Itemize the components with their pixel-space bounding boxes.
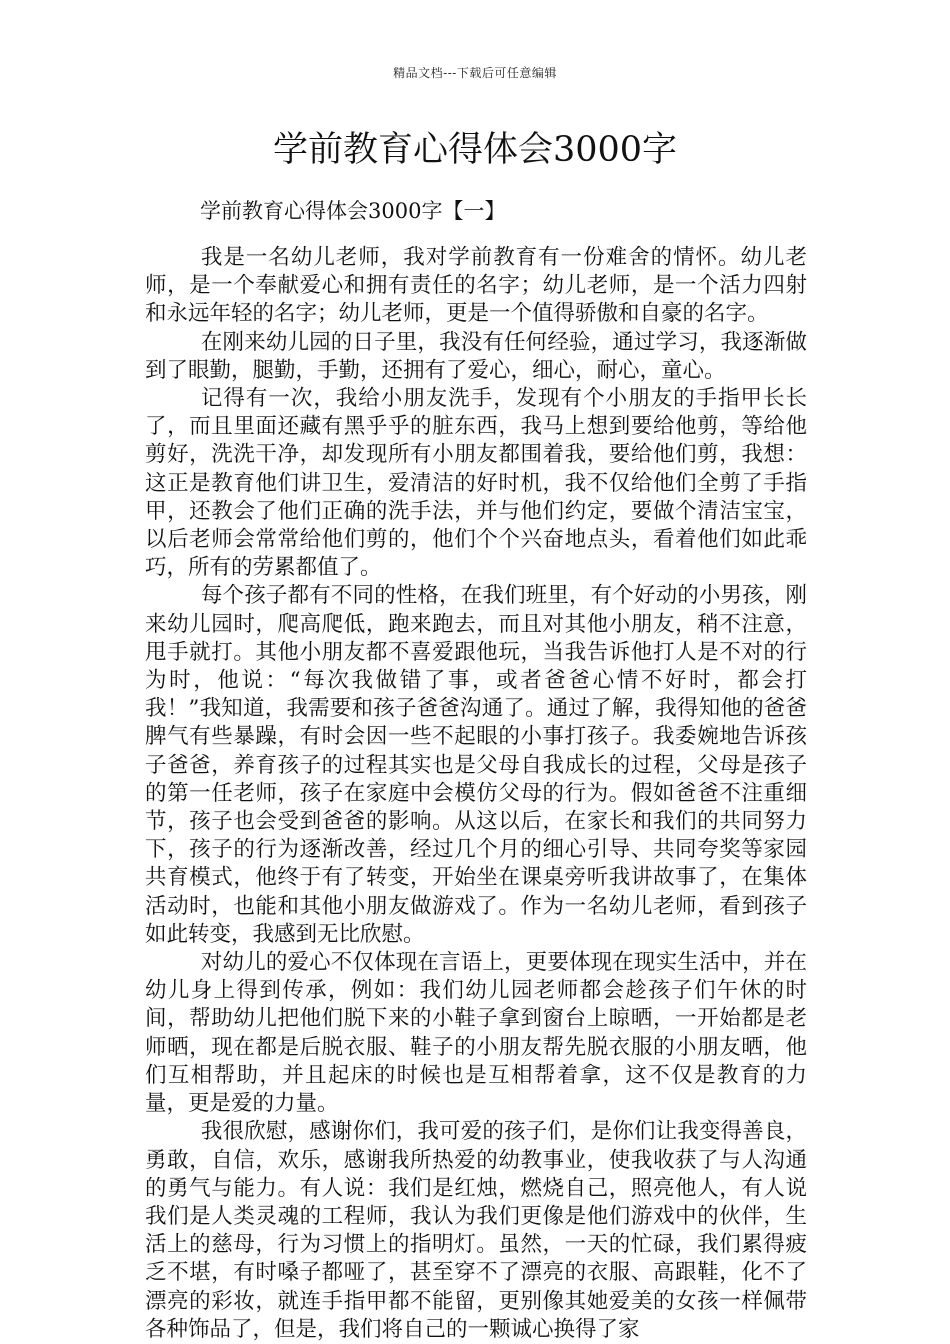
document-body <box>145 244 807 1344</box>
paragraph-3: 记得有一次，我给小朋友洗手，发现有个小朋友的手指甲长长了，而且里面还藏有黑乎乎的脏东西，我马上想到要给他剪，等给他剪好，洗洗干净，却发现所有小朋友都围着我，要给他们剪，我想：这正是教育他们讲卫生，爱清洁的好时机，我不仅给他们全剪了手指甲，还教会了他们正确的洗手法，并与他们约定，要做个清洁宝宝，以后老师会常常给他们剪的，他们个个兴奋地点头，看着他们如此乖巧，所有的劳累都值了。 <box>145 386 807 581</box>
paragraph-5: 对幼儿的爱心不仅体现在言语上，更要体现在现实生活中，并在幼儿身上得到传承，例如：我们幼儿园老师都会趁孩子们午休的时间，帮助幼儿把他们脱下来的小鞋子拿到窗台上晾晒，一开始都是老师晒，现在都是后脱衣服、鞋子的小朋友帮先脱衣服的小朋友晒，他们互相帮助，并且起床的时候也是互相帮着拿，这不仅是教育的力量，更是爱的力量。 <box>145 950 807 1117</box>
paragraph-2: 在刚来幼儿园的日子里，我没有任何经验，通过学习，我逐渐做到了眼勤，腿勤，手勤，还拥有了爱心，细心，耐心，童心。 <box>145 329 807 383</box>
paragraph-6: 我很欣慰，感谢你们，我可爱的孩子们，是你们让我变得善良，勇敢，自信，欢乐，感谢我所热爱的幼教事业，使我收获了与人沟通的勇气与能力。有人说：我们是红烛，燃烧自己，照亮他人，有人说我们是人类灵魂的工程师，我认为我们更像是他们游戏中的伙伴，生活上的慈母，行为习惯上的指明灯。虽然，一天的忙碌，我们累得疲乏不堪，有时嗓子都哑了，甚至穿不了漂亮的衣服、高跟鞋，化不了漂亮的彩妆，就连手指甲都不能留，更别像其她爱美的女孩一样佩带各种饰品了，但是，我们将自己的一颗诚心换得了家 <box>145 1119 807 1342</box>
document-header-note: 精品文档---下载后可任意编辑 <box>393 66 557 80</box>
document-title: 学前教育心得体会3000字 <box>272 130 678 170</box>
paragraph-1: 我是一名幼儿老师，我对学前教育有一份难舍的情怀。幼儿老师，是一个奉献爱心和拥有责任的名字；幼儿老师，是一个活力四射和永远年轻的名字；幼儿老师，更是一个值得骄傲和自豪的名字。 <box>145 245 807 327</box>
paragraph-4: 每个孩子都有不同的性格，在我们班里，有个好动的小男孩，刚来幼儿园时，爬高爬低，跑来跑去，而且对其他小朋友，稍不注意，甩手就打。其他小朋友都不喜爱跟他玩，当我告诉他打人是不对的行为时，他说：“每次我做错了事，或者爸爸心情不好时，都会打我！”我知道，我需要和孩子爸爸沟通了。通过了解，我得知他的爸爸脾气有些暴躁，有时会因一些不起眼的小事打孩子。我委婉地告诉孩子爸爸，养育孩子的过程其实也是父母自我成长的过程，父母是孩子的第一任老师，孩子在家庭中会模仿父母的行为。假如爸爸不注重细节，孩子也会受到爸爸的影响。从这以后，在家长和我们的共同努力下，孩子的行为逐渐改善，经过几个月的细心引导、共同夸奖等家园共育模式，他终于有了转变，开始坐在课桌旁听我讲故事了，在集体活动时，也能和其他小朋友做游戏了。作为一名幼儿老师，看到孩子如此转变，我感到无比欣慰。 <box>145 583 807 947</box>
section-heading: 学前教育心得体会3000字【一】 <box>200 199 506 223</box>
